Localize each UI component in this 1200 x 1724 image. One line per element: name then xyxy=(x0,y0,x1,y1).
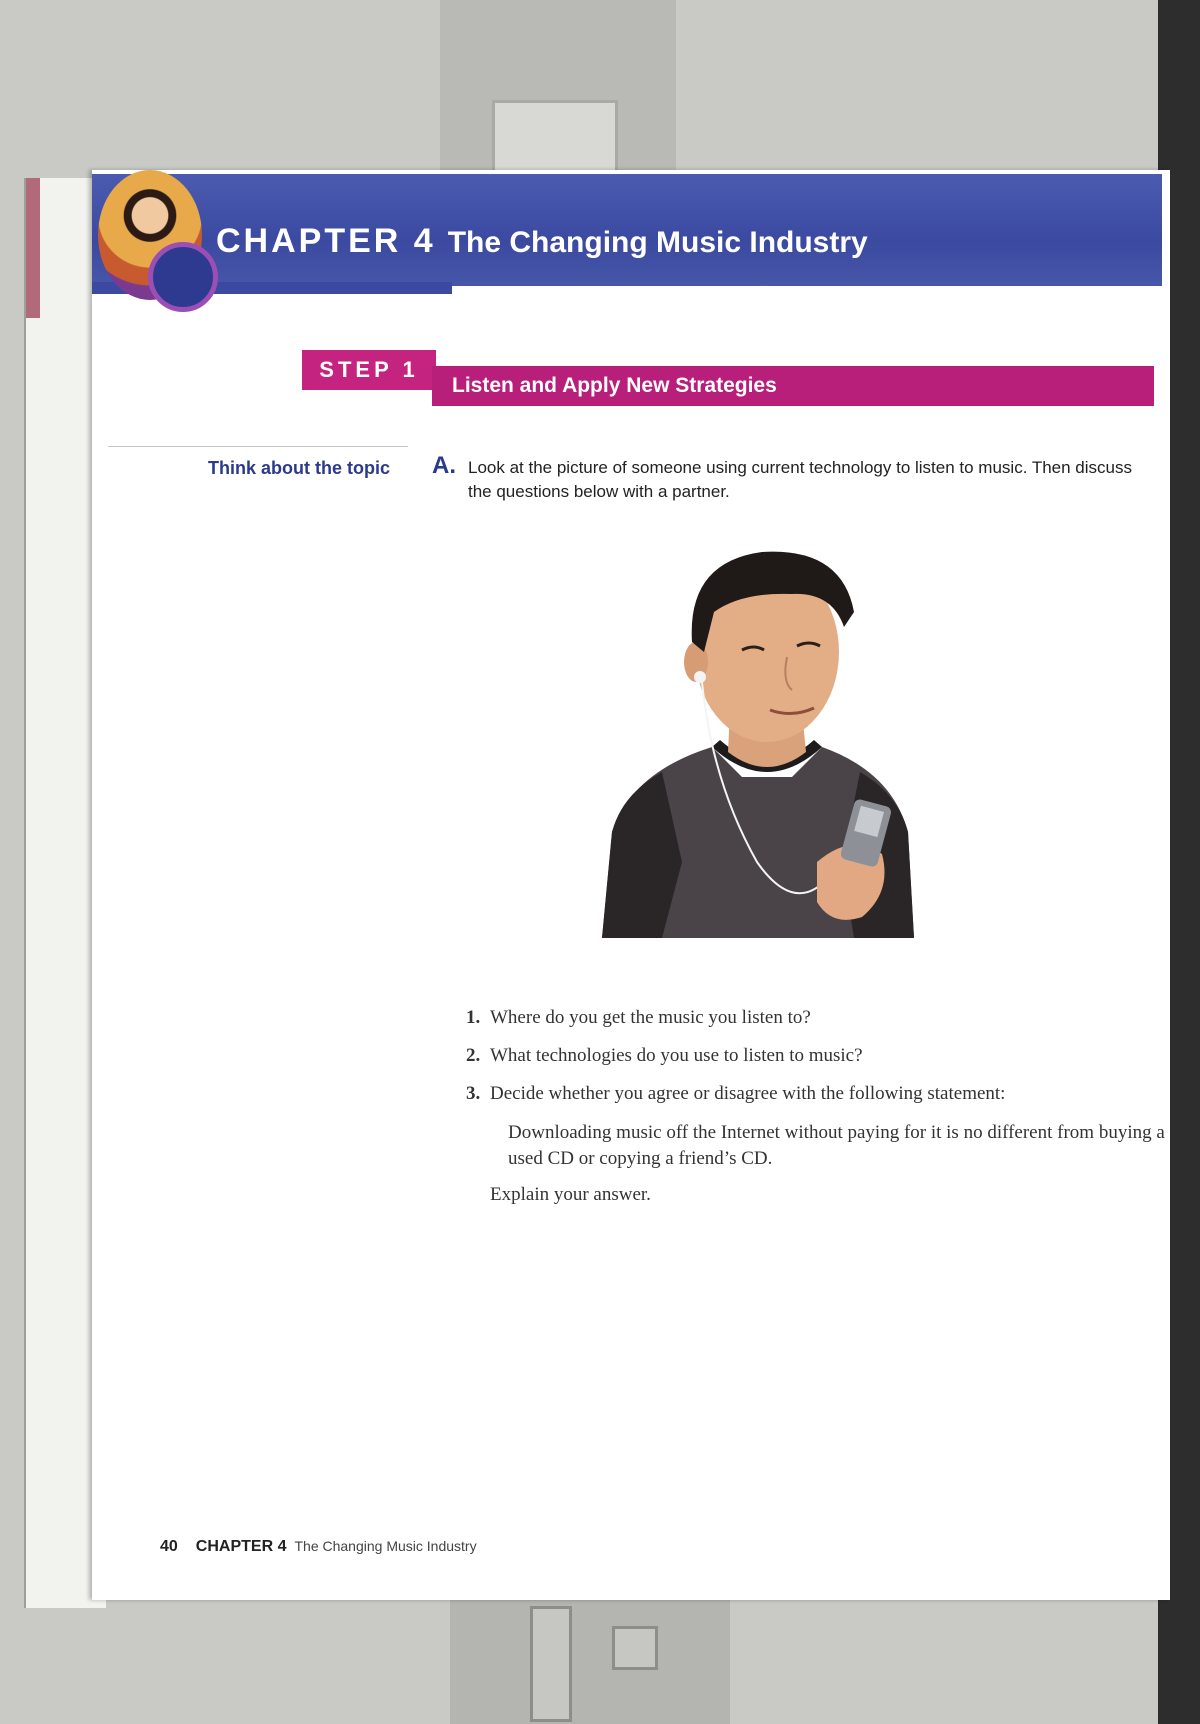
step-title: Listen and Apply New Strategies xyxy=(432,366,1154,406)
page-tab xyxy=(26,178,40,318)
chapter-title: The Changing Music Industry xyxy=(447,226,868,259)
question-text: What technologies do you use to listen to music? xyxy=(490,1045,863,1066)
question-item xyxy=(466,1006,1166,1030)
question-text: Where do you get the music you listen to? xyxy=(490,1007,811,1028)
footer-chapter-label: CHAPTER 4 xyxy=(195,1538,287,1555)
question-text: Decide whether you agree or disagree with the following statement: xyxy=(490,1083,1006,1104)
scanner-background-top xyxy=(440,0,676,178)
question-number: 3. xyxy=(466,1083,481,1104)
chapter-heading xyxy=(216,222,868,261)
exercise-instruction: Look at the picture of someone using current technology to listen to music. Then discuss the questions below with a partner. xyxy=(468,458,1132,501)
divider xyxy=(108,446,408,447)
question-item xyxy=(466,1082,1166,1106)
statement-quote: Downloading music off the Internet without paying for it is no different from buying a used CD or copying a friend’s CD. xyxy=(508,1122,1165,1169)
exercise-letter: A. xyxy=(432,452,456,479)
step-badge: STEP 1 xyxy=(302,350,436,390)
decorative-ring-icon xyxy=(148,242,218,312)
side-label: Think about the topic xyxy=(208,458,390,478)
young-man-with-music-player-photo xyxy=(592,532,922,938)
question-number: 2. xyxy=(466,1045,481,1066)
scanner-slot xyxy=(492,100,618,181)
question-list xyxy=(466,1006,1166,1206)
footer-chapter-title: The Changing Music Industry xyxy=(294,1538,477,1554)
page-footer xyxy=(160,1538,477,1556)
question-number: 1. xyxy=(466,1007,481,1028)
page-number: 40 xyxy=(160,1538,178,1555)
explain-instruction: Explain your answer. xyxy=(490,1184,651,1205)
scanner-part xyxy=(612,1626,658,1670)
chapter-label: CHAPTER 4 xyxy=(216,222,436,260)
book-page xyxy=(92,170,1170,1600)
question-item xyxy=(466,1044,1166,1068)
scanner-part xyxy=(530,1606,572,1722)
scanner-background-bottom xyxy=(450,1596,730,1724)
